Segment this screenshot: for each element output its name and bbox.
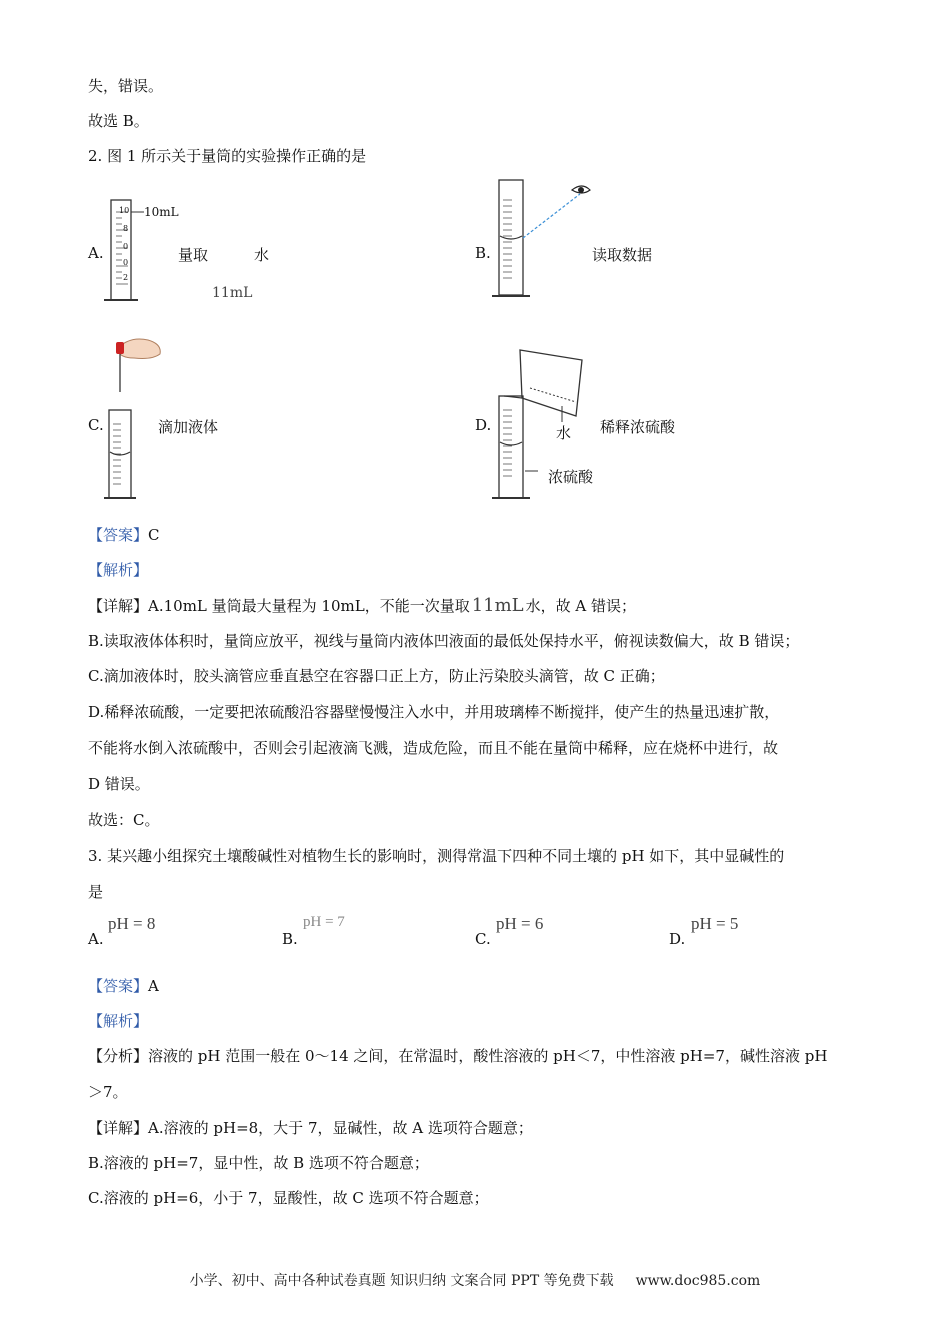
q3-option-c-value: pH = 6 [496,914,544,933]
option-b-letter: B. [475,244,491,262]
text-line: 失，错误。 [88,77,164,95]
q3-option-a-letter: A. [88,930,104,948]
answer-tag: 【答案】 [88,526,149,544]
option-a-caption-water: 水 [254,246,270,264]
detail-line: D.稀释浓硫酸，一定要把浓硫酸沿容器壁慢慢注入水中，并用玻璃棒不断搅拌，使产生的热量迅速扩散， [88,703,780,721]
option-a-caption: 量取 [178,246,209,264]
detail-tag: 【详解】 [88,597,149,615]
volume-inline: 11mL [471,595,524,616]
analysis-tag: 【解析】 [88,561,149,579]
detail-line: D 错误。 [88,775,150,793]
answer-value: A [148,977,159,995]
answer-2 [88,525,160,545]
option-d-caption: 稀释浓硫酸 [600,418,676,436]
detail-line: 故选：C。 [88,811,160,829]
footer-text: 小学、初中、高中各种试卷真题 知识归纳 文案合同 PPT 等免费下载 [189,1273,614,1289]
page-footer [0,1270,950,1290]
analysis-line [88,1046,827,1066]
q3-option-b-letter: B. [282,930,298,948]
tick-label: 0 [123,258,129,267]
text-line: 故选 B。 [88,112,149,130]
answer-tag: 【答案】 [88,977,149,995]
q3-option-a-value: pH = 8 [108,914,156,933]
option-a-volume: 11mL [212,285,253,301]
detail-line [88,1118,533,1138]
option-c-caption: 滴加液体 [158,418,219,436]
tick-label: 0 [123,242,129,251]
question-2-stem: 2. 图 1 所示关于量筒的实验操作正确的是 [88,147,367,165]
detail-line [88,596,636,616]
detail-line: 不能将水倒入浓硫酸中，否则会引起液滴飞溅，造成危险，而且不能在量筒中稀释，应在烧杯中进行，故 [88,739,779,757]
detail-line: C.滴加液体时，胶头滴管应垂直悬空在容器口正上方，防止污染胶头滴管，故 C 正确； [88,667,665,685]
cylinder-with-dropper [104,334,166,504]
graduated-cylinder-b [492,178,602,303]
question-3-stem-cont: 是 [88,883,104,901]
option-c-letter: C. [88,416,104,434]
analysis-sub-tag: 【分析】 [88,1047,149,1065]
detail-text: A.溶液的 pH=8，大于 7，显碱性，故 A 选项符合题意； [148,1119,533,1137]
detail-text: A.10mL 量筒最大量程为 10mL，不能一次量取 [148,597,470,615]
answer-value: C [148,526,160,544]
detail-tag: 【详解】 [88,1119,149,1137]
answer-3 [88,976,159,996]
q3-option-d-letter: D. [669,930,686,948]
detail-line: B.读取液体体积时，量筒应放平，视线与量筒内液体凹液面的最低处保持水平，俯视读数偏大，故 B 错误； [88,632,800,650]
q3-option-d-value: pH = 5 [691,914,739,933]
max-volume-label: 10mL [144,205,179,219]
option-b-caption: 读取数据 [592,246,653,264]
analysis-tag: 【解析】 [88,1012,149,1030]
detail-line: B.溶液的 pH=7，显中性，故 B 选项不符合题意； [88,1154,429,1172]
detail-text: 水，故 A 错误； [525,597,637,615]
tick-label: 8 [123,224,129,233]
q3-option-b-value: pH = 7 [303,914,345,930]
detail-line: C.溶液的 pH=6，小于 7，显酸性，故 C 选项不符合题意； [88,1189,489,1207]
option-a-letter: A. [88,244,104,262]
question-3-stem: 3. 某兴趣小组探究土壤酸碱性对植物生长的影响时，测得常温下四种不同土壤的 pH 如下，其中显碱性的 [88,847,785,865]
analysis-line: ＞7。 [88,1083,128,1101]
option-d-letter: D. [475,416,492,434]
acid-label: 浓硫酸 [548,468,594,486]
water-label: 水 [556,424,572,442]
footer-site-link[interactable]: www.doc985.com [635,1273,761,1289]
tick-label: 10 [119,206,130,215]
tick-label: 2 [123,273,129,282]
q3-option-c-letter: C. [475,930,491,948]
analysis-text: 溶液的 pH 范围一般在 0～14 之间，在常温时，酸性溶液的 pH＜7，中性溶液 pH=7，碱性溶液 pH [148,1047,828,1065]
